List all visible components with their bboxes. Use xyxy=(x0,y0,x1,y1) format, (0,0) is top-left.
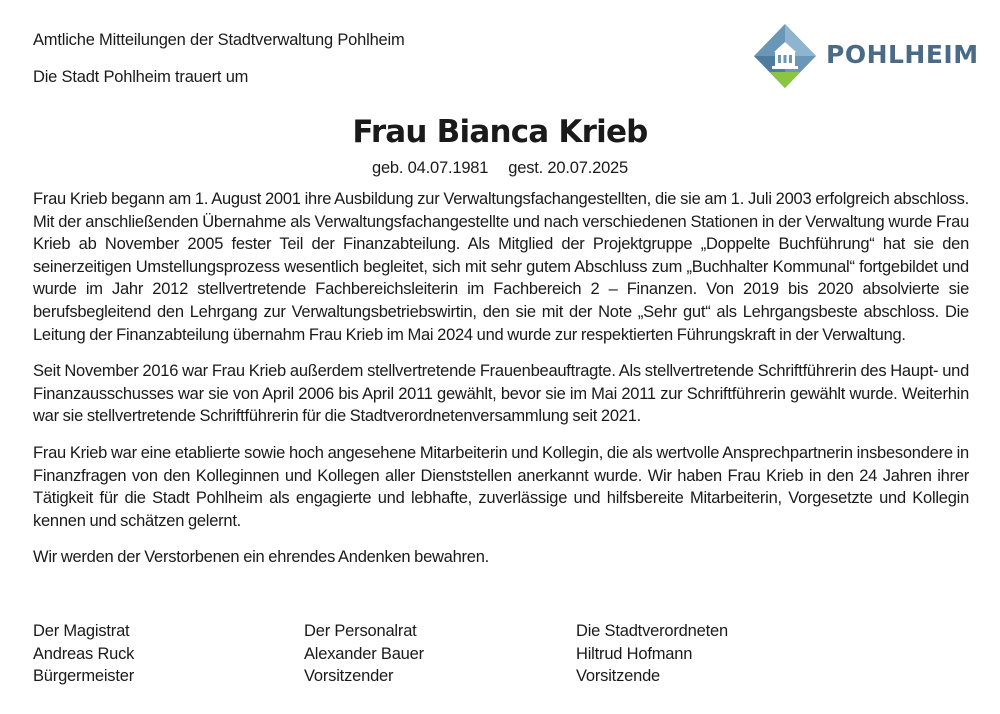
signature-org: Der Personalrat xyxy=(304,622,417,640)
life-dates xyxy=(0,157,1000,179)
signature-role: Bürgermeister xyxy=(33,667,135,686)
signature-org: Der Magistrat xyxy=(33,622,130,640)
deceased-name: Frau Bianca Krieb xyxy=(352,114,648,150)
mourning-intro: Die Stadt Pohlheim trauert um xyxy=(33,68,249,86)
signature-role: Vorsitzender xyxy=(304,667,394,686)
birth-date: geb. 04.07.1981 xyxy=(371,159,489,177)
logo-wordmark: POHLHEIM xyxy=(826,40,979,69)
signature-name: Hiltrud Hofmann xyxy=(576,644,693,663)
city-hall-diamond-icon xyxy=(752,22,818,92)
official-notice-heading: Amtliche Mitteilungen der Stadtverwaltung Pohlheim xyxy=(33,31,405,49)
obituary-body xyxy=(33,188,969,583)
signature-personalrat xyxy=(304,620,424,688)
paragraph: Frau Krieb begann am 1. August 2001 ihre Ausbildung zur Verwaltungsfachangestellten, die sie am 1. Juli 2003 erfolgreich abschloss. Mit der anschließenden Übernahme als Verwaltungsfachangestellte und nach verschiedenen Stationen in der Verwaltung wurde Frau Krieb ab November 2005 fester Teil der Finanzabteilung. Als Mitglied der Projektgruppe „Doppelte Buchführung“ hat sie den seinerzeitigen Umstellungsprozess wesentlich begleitet, sich mit sehr gutem Abschluss zum „Buchhalter Kommunal“ fortgebildet und wurde im Jahr 2012 stellvertretende Fachbereichsleiterin im Fachbereich 2 – Finanzen. Von 2019 bis 2020 absolvierte sie berufsbegleitend den Lehrgang zur Verwaltungsbetriebswirtin, den sie mit der Note „Sehr gut“ als Lehrgangsbeste abschloss. Die Leitung der Finanzabteilung übernahm Frau Krieb im Mai 2024 und wurde zur respektierten Führungskraft in der Verwaltung. xyxy=(33,190,969,344)
signature-name: Andreas Ruck xyxy=(33,644,135,663)
paragraph: Frau Krieb war eine etablierte sowie hoch angesehene Mitarbeiterin und Kollegin, die als wertvolle Ansprechpartnerin insbesondere in Finanzfragen von den Kolleginnen und Kollegen aller Dienststellen anerkannt wurde. Wir haben Frau Krieb in den 24 Jahren ihrer Tätigkeit für die Stadt Pohlheim als engagierte und lebhafte, zuverlässige und hilfsbereite Mitarbeiterin, Vorgesetzte und Kollegin kennen und schätzen gelernt. xyxy=(33,443,969,530)
closing-sentence: Wir werden der Verstorbenen ein ehrendes Andenken bewahren. xyxy=(33,548,489,567)
death-date: gest. 20.07.2025 xyxy=(508,159,629,177)
pohlheim-logo xyxy=(752,22,979,92)
signature-stadtverordnete xyxy=(576,620,728,688)
signature-role: Vorsitzende xyxy=(576,667,661,686)
paragraph: Seit November 2016 war Frau Krieb außerdem stellvertretende Frauenbeauftragte. Als stellvertretende Schriftführerin des Haupt- und Finanzausschusses war sie von April 2006 bis April 2011 gewählt, bevor sie im Mai 2011 zur Schriftführerin gewählt wurde. Weiterhin war sie stellvertretende Schriftführerin für die Stadtverordnetenversammlung seit 2021. xyxy=(33,362,969,426)
signature-org: Die Stadtverordneten xyxy=(576,622,728,640)
signature-magistrat xyxy=(33,620,134,688)
signature-name: Alexander Bauer xyxy=(304,644,424,663)
